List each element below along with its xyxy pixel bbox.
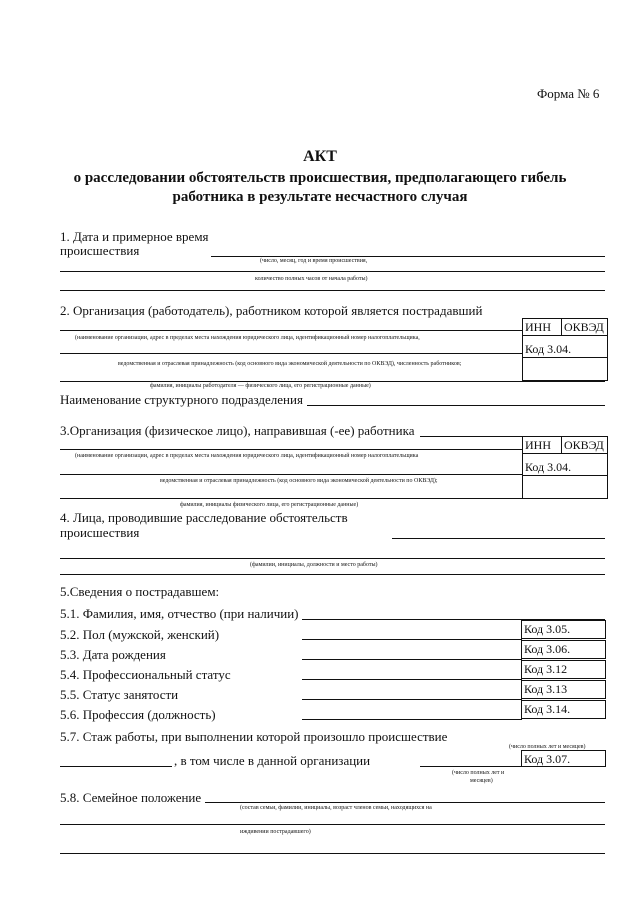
s3-line-2[interactable] [60, 474, 522, 475]
s2-line-3[interactable] [60, 381, 605, 382]
s5-fio-label: 5.1. Фамилия, имя, отчество (при наличии) [60, 606, 299, 621]
s5-family-caption-1: (состав семьи, фамилии, инициалы, возраст членов семьи, находящихся на [240, 805, 432, 811]
s5-prof-status-code: Код 3.12 [521, 660, 606, 679]
s4-field-inline[interactable] [392, 538, 605, 539]
s2-code-empty [522, 357, 608, 381]
s5-employment-field[interactable] [302, 699, 522, 700]
s5-family-caption-2: иждивении пострадавшего) [240, 829, 311, 835]
s2-inn-cell: ИНН [522, 318, 562, 336]
s5-birth-label: 5.3. Дата рождения [60, 647, 166, 662]
s2-caption-2: ведомственная и отраслевая принадлежность (код основного вида экономической деятельности по ОКВЭД), численность работников; [118, 361, 462, 367]
form-number: Форма № 6 [537, 86, 600, 101]
s2-caption-1: (наименование организации, адрес в пределах места нахождения юридического лица, идентификационный номер налогоплательщика, [75, 335, 420, 341]
s5-sex-code: Код 3.05. [521, 620, 606, 639]
s1-caption-2: количество полных часов от начала работы) [255, 276, 368, 282]
s5-profession-field[interactable] [302, 719, 522, 720]
s3-label: 3.Организация (физическое лицо), направившая (-ее) работника [60, 423, 415, 438]
s5-sex-label: 5.2. Пол (мужской, женский) [60, 627, 220, 642]
s2-subdivision-label: Наименование структурного подразделения [60, 392, 303, 407]
s5-experience-org-field[interactable] [420, 766, 522, 767]
s3-field-inline[interactable] [420, 436, 522, 437]
s5-experience-in-org: , в том числе в данной организации [174, 753, 371, 768]
s5-experience-field[interactable] [60, 766, 172, 767]
s5-family-line-3[interactable] [60, 853, 605, 854]
act-subtitle-1: о расследовании обстоятельств происшествия, предполагающего гибель [73, 170, 567, 186]
s3-caption-2: ведомственная и отраслевая принадлежность (код основного вида экономической деятельности по ОКВЭД); [160, 478, 438, 484]
s2-okved-cell: ОКВЭД [561, 318, 608, 336]
s3-inn-cell: ИНН [522, 436, 562, 454]
s3-line-3[interactable] [60, 498, 605, 499]
s1-label-1: 1. Дата и примерное время [60, 229, 209, 244]
s1-bottom-line [60, 290, 605, 291]
s4-label-2: происшествия [60, 525, 140, 540]
s5-experience-label: 5.7. Стаж работы, при выполнении которой произошло происшествие [60, 729, 448, 744]
s4-label-1: 4. Лица, проводившие расследование обстоятельств [60, 510, 348, 525]
s5-family-line-2[interactable] [60, 824, 605, 825]
s5-prof-status-field[interactable] [302, 679, 522, 680]
s2-subdivision-field[interactable] [307, 405, 605, 406]
act-title: АКТ [303, 148, 337, 165]
s5-employment-label: 5.5. Статус занятости [60, 687, 179, 702]
s2-label: 2. Организация (работодатель), работником которой является пострадавший [60, 303, 483, 318]
s5-heading: 5.Сведения о пострадавшем: [60, 584, 220, 599]
s3-caption-1: (наименование организации, адрес в пределах места нахождения юридического лица, идентификационный номер налогоплательщика [75, 453, 419, 459]
s5-profession-code: Код 3.14. [521, 700, 606, 719]
s1-date-field[interactable] [211, 256, 605, 257]
s1-label-2: происшествия [60, 243, 140, 258]
s1-hours-field[interactable] [60, 271, 605, 272]
s4-caption: (фамилии, инициалы, должности и место работы) [250, 562, 378, 568]
s3-okved-cell: ОКВЭД [561, 436, 608, 454]
s5-birth-field[interactable] [302, 659, 522, 660]
s4-persons-field[interactable] [60, 558, 605, 559]
s5-experience-caption2-2: месяцев) [470, 778, 493, 784]
s2-org-field[interactable] [60, 330, 522, 331]
s5-profession-label: 5.6. Профессия (должность) [60, 707, 216, 722]
s4-line-2[interactable] [60, 574, 605, 575]
s3-org-field[interactable] [60, 449, 522, 450]
s3-code-empty [522, 475, 608, 499]
s5-experience-code: Код 3.07. [521, 750, 606, 767]
s2-line-2[interactable] [60, 353, 522, 354]
s5-employment-code: Код 3.13 [521, 680, 606, 699]
s3-caption-3: фамилия, инициалы физического лица, его регистрационные данные) [180, 502, 359, 508]
s5-family-label: 5.8. Семейное положение [60, 790, 202, 805]
s2-caption-3: фамилия, инициалы работодателя — физического лица, его регистрационные данные) [150, 383, 371, 389]
s5-experience-caption: (число полных лет и месяцев) [509, 744, 586, 750]
s5-family-field[interactable] [205, 802, 605, 803]
s2-code: Код 3.04. [522, 335, 608, 358]
s1-caption-1: (число, месяц, год и время происшествия, [260, 258, 368, 264]
s3-code: Код 3.04. [522, 453, 608, 476]
s5-birth-code: Код 3.06. [521, 640, 606, 659]
s5-prof-status-label: 5.4. Профессиональный статус [60, 667, 231, 682]
act-subtitle-2: работника в результате несчастного случая [172, 189, 468, 205]
s5-sex-field[interactable] [302, 639, 522, 640]
s5-experience-caption2-1: (число полных лет и [452, 770, 505, 776]
